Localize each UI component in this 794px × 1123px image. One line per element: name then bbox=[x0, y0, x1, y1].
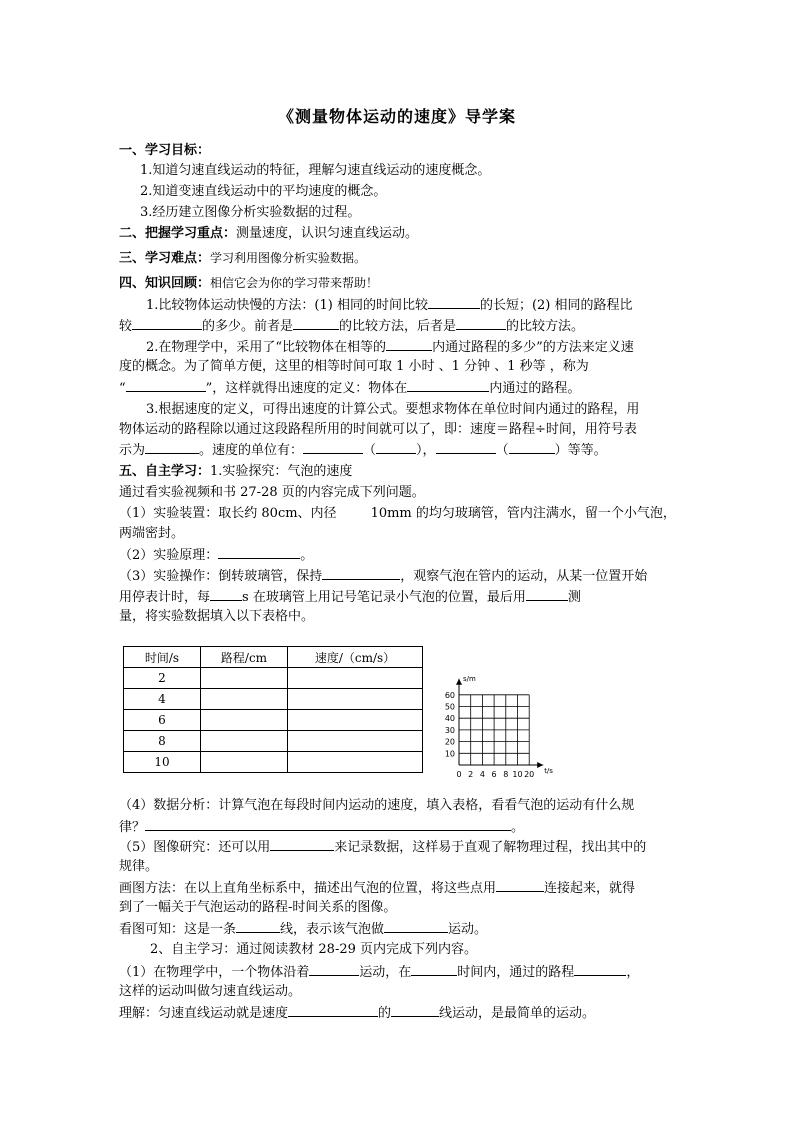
q2-text-b: 。 bbox=[300, 548, 314, 563]
q3-line-1 bbox=[119, 567, 679, 586]
q4-line-1: （4）数据分析：计算气泡在每段时间内运动的速度，填入表格，看看气泡的运动有什么规 bbox=[119, 798, 635, 813]
q4-line-2 bbox=[119, 818, 679, 837]
x-tick-label: 6 bbox=[491, 770, 497, 779]
x-axis-label: t/s bbox=[544, 767, 553, 775]
conclusion-text-c: 运动。 bbox=[448, 922, 488, 937]
blank-field[interactable] bbox=[293, 317, 339, 330]
review-3-line-1: 3.根据速度的定义，可得出速度的计算公式。要想求物体在单位时间内通过的路程，用 bbox=[146, 402, 640, 417]
blank-field[interactable] bbox=[428, 296, 480, 309]
time-cell: 2 bbox=[124, 668, 201, 689]
distance-cell[interactable] bbox=[201, 752, 288, 773]
e1-line-2: 这样的运动叫做匀速直线运动。 bbox=[119, 984, 302, 999]
e1-line-1 bbox=[119, 963, 679, 982]
conclusion-text-a: 看图可知：这是一条 bbox=[119, 922, 237, 937]
blank-field[interactable] bbox=[496, 879, 544, 892]
section-5-heading: 五、自主学习： bbox=[119, 464, 211, 479]
y-axis-label: s/m bbox=[463, 674, 476, 683]
e2-line bbox=[119, 1004, 679, 1023]
distance-cell[interactable] bbox=[201, 689, 288, 710]
review-1-text-c: 较 bbox=[119, 319, 133, 334]
section-2 bbox=[119, 225, 679, 243]
blank-field[interactable] bbox=[322, 567, 400, 580]
x-tick-label: 10 bbox=[512, 770, 523, 779]
section-2-heading: 二、把握学习重点： bbox=[119, 226, 237, 241]
q5-line-2: 规律。 bbox=[119, 859, 159, 874]
y-tick-label: 20 bbox=[444, 737, 455, 747]
distance-cell[interactable] bbox=[201, 668, 288, 689]
blank-field[interactable] bbox=[509, 441, 555, 454]
q3-text-e: 测 bbox=[567, 590, 581, 605]
q5-text-b: 来记录数据，这样易于直观了解物理过程，找出其中的 bbox=[334, 840, 647, 855]
q3-line-2 bbox=[119, 588, 679, 607]
q1-line-1 bbox=[119, 505, 679, 523]
table-row bbox=[124, 668, 423, 689]
review-2-text-e: ”，这样就得出速度的定义：物体在 bbox=[205, 381, 408, 396]
section-4-heading: 四、知识回顾： bbox=[119, 276, 211, 291]
distance-cell[interactable] bbox=[201, 710, 288, 731]
y-tick-label: 30 bbox=[444, 725, 455, 735]
draw-text-a: 画图方法：在以上直角坐标系中，描述出气泡的位置，将这些点用 bbox=[119, 881, 497, 896]
review-2-text-f: 内通过的路程。 bbox=[489, 381, 581, 396]
review-1-text-e: 的比较方法，后者是 bbox=[339, 319, 457, 334]
distance-cell[interactable] bbox=[201, 731, 288, 752]
blank-field[interactable] bbox=[526, 588, 568, 601]
speed-cell[interactable] bbox=[288, 689, 423, 710]
q3-text-b: ，观察气泡在管内的运动，从某一位置开始 bbox=[400, 569, 648, 584]
blank-field[interactable] bbox=[145, 818, 511, 831]
speed-cell[interactable] bbox=[288, 731, 423, 752]
review-3-text-e: （ bbox=[363, 443, 377, 458]
section-4-note: 相信它会为你的学习带来帮助！ bbox=[210, 276, 379, 290]
q3-line-3: 量，将实验数据填入以下表格中。 bbox=[119, 609, 315, 624]
q4-text-b: 律？ bbox=[119, 820, 146, 835]
review-3-line-3 bbox=[119, 441, 679, 460]
blank-field[interactable] bbox=[376, 441, 416, 454]
section-3-text: 学习利用图像分析实验数据。 bbox=[210, 251, 367, 265]
blank-field[interactable] bbox=[386, 338, 432, 351]
review-1-text-f: 的比较方法。 bbox=[506, 319, 585, 334]
draw-text-b: 连接起来，就得 bbox=[544, 881, 636, 896]
review-1-text-a: 1.比较物体运动快慢的方法：(1) 相同的时间比较 bbox=[146, 298, 428, 313]
blank-field[interactable] bbox=[384, 920, 448, 933]
objective-2: 2.知道变速直线运动中的平均速度的概念。 bbox=[140, 184, 387, 199]
speed-cell[interactable] bbox=[288, 668, 423, 689]
review-3-text-g: （ bbox=[495, 443, 509, 458]
q1-text-b: 10mm 的均匀玻璃管，管内注满水，留一个小气泡， bbox=[370, 506, 676, 521]
x-tick-label: 8 bbox=[503, 770, 509, 779]
blank-field[interactable] bbox=[309, 963, 359, 976]
blank-field[interactable] bbox=[391, 1004, 439, 1017]
y-axis-arrow bbox=[456, 679, 462, 685]
conclusion-text-b: 线，表示该气泡做 bbox=[280, 922, 385, 937]
e1-text-b: 运动，在 bbox=[359, 965, 412, 980]
e1-text-c: 时间内，通过的路程 bbox=[457, 965, 575, 980]
review-2-text-a: 2.在物理学中，采用了“比较物体在相等的 bbox=[146, 340, 387, 355]
blank-field[interactable] bbox=[574, 963, 626, 976]
table-row bbox=[124, 710, 423, 731]
blank-field[interactable] bbox=[210, 588, 242, 601]
blank-field[interactable] bbox=[145, 441, 199, 454]
time-cell: 8 bbox=[124, 731, 201, 752]
draw-method-line-1 bbox=[119, 879, 679, 898]
q4-text-c: 。 bbox=[511, 820, 525, 835]
q3-text-d: s 在玻璃管上用记号笔记录小气泡的位置，最后用 bbox=[242, 590, 526, 605]
blank-field[interactable] bbox=[126, 379, 206, 392]
review-2-line-1 bbox=[146, 338, 706, 357]
review-3-text-f: ）， bbox=[416, 443, 436, 458]
y-tick-label: 50 bbox=[444, 702, 455, 712]
review-3-line-2: 物体运动的路程除以通过这段路程所用的时间就可以了，即：速度＝路程÷时间，用符号表 bbox=[119, 422, 637, 437]
review-1-text-d: 的多少。前者是 bbox=[202, 319, 294, 334]
e1-text-d: ， bbox=[626, 965, 640, 980]
blank-field[interactable] bbox=[288, 1004, 378, 1017]
x-tick-label: 0 bbox=[456, 770, 462, 779]
data-table bbox=[123, 646, 423, 773]
q2-line bbox=[119, 546, 679, 565]
table-row bbox=[124, 752, 423, 773]
self-study-2-heading: 2、自主学习：通过阅读教材 28-29 页内完成下列内容。 bbox=[150, 942, 478, 957]
draw-method-line-2: 到了一幅关于气泡运动的路程-时间关系的图像。 bbox=[119, 900, 397, 915]
section-4-header bbox=[119, 274, 679, 293]
review-2-line-3 bbox=[119, 379, 679, 398]
blank-field[interactable] bbox=[218, 546, 300, 559]
q5-line-1 bbox=[119, 838, 679, 857]
x-tick-label: 20 bbox=[524, 770, 535, 779]
blank-field[interactable] bbox=[407, 379, 489, 392]
header-distance: 路程/cm bbox=[201, 647, 288, 668]
q1-text-a: （1）实验装置：取长约 80cm、内径 bbox=[119, 506, 337, 521]
e2-text-b: 的 bbox=[378, 1006, 392, 1021]
graph-conclusion-line bbox=[119, 920, 679, 939]
section-5-intro: 通过看实验视频和书 27-28 页的内容完成下列问题。 bbox=[119, 485, 425, 500]
review-2-text-d: “ bbox=[119, 381, 126, 396]
blank-field[interactable] bbox=[456, 317, 506, 330]
speed-cell[interactable] bbox=[288, 752, 423, 773]
e1-text-a: （1）在物理学中，一个物体沿着 bbox=[119, 965, 310, 980]
review-3-text-h: ）等等。 bbox=[554, 443, 607, 458]
time-cell: 10 bbox=[124, 752, 201, 773]
table-row bbox=[124, 689, 423, 710]
speed-cell[interactable] bbox=[288, 710, 423, 731]
e2-text-c: 线运动，是最简单的运动。 bbox=[439, 1006, 596, 1021]
section-3-heading: 三、学习难点： bbox=[119, 251, 211, 266]
blank-field[interactable] bbox=[270, 838, 334, 851]
header-speed: 速度/（cm/s） bbox=[288, 647, 423, 668]
q1-line-2: 两端密封。 bbox=[119, 526, 185, 541]
page-title: 《测量物体运动的速度》导学案 bbox=[277, 107, 516, 126]
y-tick-label: 40 bbox=[444, 714, 455, 724]
y-tick-label: 60 bbox=[444, 690, 455, 700]
section-3 bbox=[119, 249, 679, 268]
q2-text-a: （2）实验原理： bbox=[119, 548, 219, 563]
review-1-line-2 bbox=[119, 317, 679, 336]
objective-3: 3.经历建立图像分析实验数据的过程。 bbox=[140, 205, 361, 220]
review-3-text-d: 。速度的单位有： bbox=[199, 443, 304, 458]
x-tick-label: 4 bbox=[479, 770, 485, 779]
q3-text-a: （3）实验操作：倒转玻璃管，保持 bbox=[119, 569, 323, 584]
section-5-sub: 1.实验探究：气泡的速度 bbox=[210, 464, 353, 479]
blank-field[interactable] bbox=[411, 963, 457, 976]
review-2-text-b: 内通过路程的多少”的方法来定义速 bbox=[432, 340, 634, 355]
review-1-line-1 bbox=[146, 296, 706, 315]
blank-field[interactable] bbox=[436, 441, 496, 454]
review-2-line-2: 度的概念。为了简单方便，这里的相等时间可取 1 小时 、1 分钟 、1 秒等 ，称为 bbox=[119, 359, 589, 374]
section-1-heading: 一、学习目标： bbox=[119, 143, 211, 158]
section-2-text: 测量速度，认识匀速直线运动。 bbox=[236, 226, 419, 241]
e2-text-a: 理解：匀速直线运动就是速度 bbox=[119, 1006, 289, 1021]
y-tick-label: 10 bbox=[444, 749, 455, 759]
review-1-text-b: 的长短；(2) 相同的路程比 bbox=[479, 298, 633, 313]
q3-text-c: 用停表计时，每 bbox=[119, 590, 211, 605]
section-5-header bbox=[119, 463, 679, 481]
time-cell: 4 bbox=[124, 689, 201, 710]
table-header-row bbox=[124, 647, 423, 668]
time-cell: 6 bbox=[124, 710, 201, 731]
blank-field[interactable] bbox=[132, 317, 202, 330]
q5-text-a: （5）图像研究：还可以用 bbox=[119, 840, 271, 855]
distance-time-graph[interactable] bbox=[427, 640, 597, 785]
x-axis-arrow bbox=[537, 762, 543, 768]
blank-field[interactable] bbox=[236, 920, 280, 933]
review-3-text-c: 示为 bbox=[119, 443, 146, 458]
objective-1: 1.知道匀速直线运动的特征，理解匀速直线运动的速度概念。 bbox=[140, 163, 491, 178]
header-time: 时间/s bbox=[124, 647, 201, 668]
blank-field[interactable] bbox=[303, 441, 363, 454]
x-tick-label: 2 bbox=[468, 770, 474, 779]
table-row bbox=[124, 731, 423, 752]
